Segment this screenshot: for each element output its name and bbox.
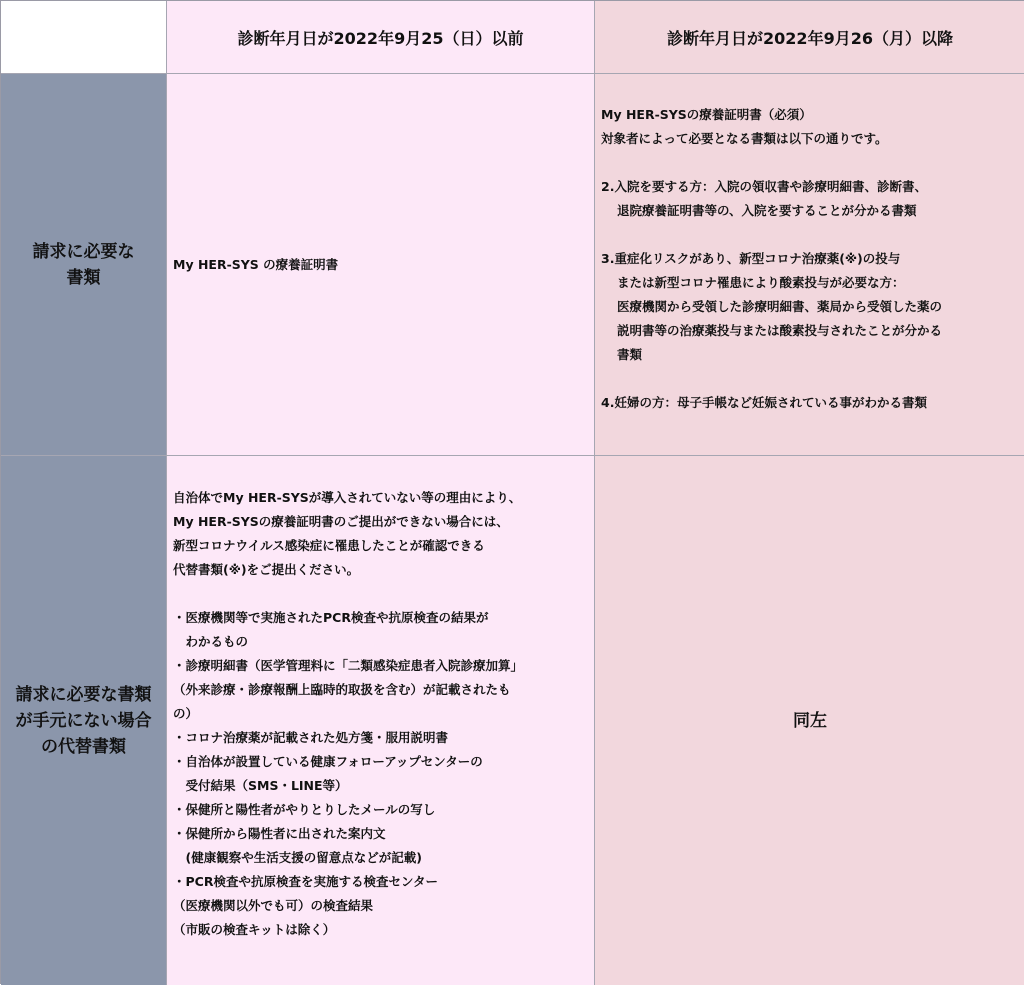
required-documents-before (167, 74, 595, 456)
required-documents-after (595, 74, 1024, 456)
list-item: 2.入院を要する方：入院の領収書や診療明細書、診断書、 (601, 179, 927, 194)
header-after-date (595, 1, 1024, 74)
bullet-item-continuation: 受付結果（SMS・LINE等） (173, 778, 348, 793)
text-line: My HER-SYSの療養証明書のご提出ができない場合には、 (173, 514, 509, 529)
bullet-item: ・自治体が設置している健康フォローアップセンターの (173, 754, 483, 769)
row-label-line: が手元にない場合 (15, 710, 152, 731)
text-line: 代替書類(※)をご提出ください。 (173, 562, 360, 577)
list-item-continuation: 医療機関から受領した診療明細書、薬局から受領した薬の (617, 299, 943, 314)
header-before-date (167, 1, 595, 74)
list-item-continuation: または新型コロナ罹患により酸素投与が必要な方： (617, 275, 905, 290)
bullet-item: ・コロナ治療薬が記載された処方箋・服用説明書 (173, 730, 449, 745)
text-line: My HER-SYSの療養証明書（必須） (601, 107, 812, 122)
bullet-item-continuation: (健康観察や生活支援の留意点などが記載) (173, 850, 422, 865)
bullet-item-continuation: の） (173, 706, 199, 721)
alternative-documents-before (167, 456, 595, 985)
required-document-text: My HER-SYS の療養証明書 (173, 256, 339, 272)
bullet-item-continuation: （医療機関以外でも可）の検査結果 (173, 898, 374, 913)
bullet-item: ・診療明細書（医学管理料に「二類感染症患者入院診療加算」 (173, 658, 524, 673)
list-item: 3.重症化リスクがあり、新型コロナ治療薬(※)の投与 (601, 251, 901, 266)
header-before-text: 診断年月日が2022年9月25（日）以前 (237, 28, 524, 48)
row-label-line: の代替書類 (41, 736, 126, 757)
alternative-documents-after (595, 456, 1024, 985)
list-item: 4.妊婦の方：母子手帳など妊娠されている事がわかる書類 (601, 395, 927, 410)
text-line: 自治体でMy HER-SYSが導入されていない等の理由により、 (173, 490, 522, 505)
row-label-line: 請求に必要な書類 (15, 684, 152, 705)
bullet-item-continuation: （市販の検査キットは除く） (173, 922, 336, 937)
bullet-item: ・PCR検査や抗原検査を実施する検査センター (173, 874, 438, 889)
table-corner-cell (1, 1, 167, 74)
header-after-text: 診断年月日が2022年9月26（月）以降 (667, 28, 953, 48)
list-item-continuation: 書類 (617, 347, 643, 362)
bullet-item: ・保健所と陽性者がやりとりしたメールの写し (173, 802, 436, 817)
text-line: 対象者によって必要となる書類は以下の通りです。 (601, 131, 888, 146)
list-item-continuation: 退院療養証明書等の、入院を要することが分かる書類 (617, 203, 917, 218)
same-as-left-text: 同左 (793, 710, 827, 731)
bullet-item-continuation: （外来診療・診療報酬上臨時的取扱を含む）が記載されたも (173, 682, 511, 697)
list-item-continuation: 説明書等の治療薬投与または酸素投与されたことが分かる (617, 323, 943, 338)
bullet-item: ・保健所から陽性者に出された案内文 (173, 826, 386, 841)
row-label-line: 書類 (66, 267, 101, 288)
row-label-alternative-documents (1, 456, 167, 985)
bullet-item-continuation: わかるもの (173, 634, 249, 649)
row-label-required-documents (1, 74, 167, 456)
row-label-line: 請求に必要な (32, 241, 135, 262)
text-line: 新型コロナウイルス感染症に罹患したことが確認できる (173, 538, 485, 553)
bullet-item: ・医療機関等で実施されたPCR検査や抗原検査の結果が (173, 610, 489, 625)
